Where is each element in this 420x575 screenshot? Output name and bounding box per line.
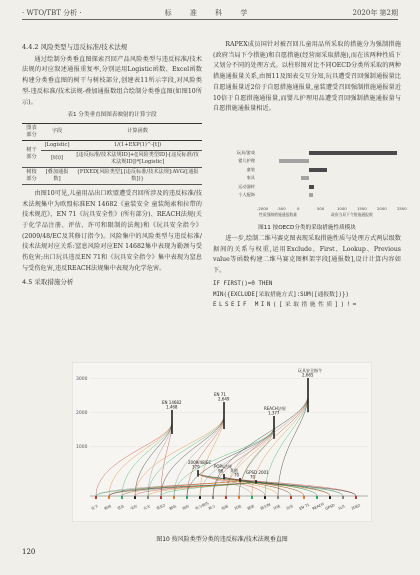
node-label: EN 71	[214, 392, 226, 397]
table-header: 计算函数	[73, 123, 202, 140]
category-label: 家具	[246, 175, 255, 181]
bottom-marker	[121, 496, 123, 499]
paragraph: RAPEX成员国针对被召回儿童用品所采取的措施分为强制措施(政府当局下令措施)和自愿措施(经营商采取措施),而在该两种性质下又划分不同的处理方式。以柱形图对比不同OECD分类所采取的两种措施通报量关系,由图11及图表交互分知,玩具遭受召回强制通报量比自愿通报量近2倍于自愿措施通报量,童装遭受召回强制措施通报量近10倍于自愿措施通报量,而婴儿护理用品遭受召回强制措施通报量与自愿措施通报量相近。	[213, 41, 401, 113]
table-caption: 表1 分类垂直图图表映射的计算字段	[67, 112, 157, 119]
figure-caption: 图10 按风险类型分类的违反标准/技术法规垂直图	[156, 536, 288, 543]
bottom-marker	[108, 496, 110, 499]
node-value: 70	[234, 472, 240, 478]
section-heading-45: 4.5 采取措施分析	[22, 277, 74, 286]
bottom-label: 健康	[246, 504, 255, 511]
node-label: 2009/48/EC	[188, 460, 212, 465]
bottom-marker	[186, 496, 188, 499]
legend-item: 政府当局下令措施通报数	[331, 212, 373, 217]
y-tick: 2000	[76, 411, 88, 416]
table-row	[22, 150, 202, 167]
bottom-marker	[251, 496, 253, 499]
code-line: ELSEIF MIN([采取措施性质])!=	[213, 302, 359, 309]
bottom-marker	[277, 496, 279, 499]
bottom-marker	[303, 496, 305, 499]
table-header: 图表部分	[22, 123, 41, 140]
category-label: 婴儿护理	[238, 158, 255, 164]
left-column	[22, 40, 202, 289]
table-cell: 树干部分	[22, 140, 41, 167]
paragraph: 由图10可见,儿童用品出口欧盟遭受召回所涉及的违反标准/技术法规集中为欧盟标准EN 14682《童装安全 童装绳索和拉带的技术规范》、EN 71《玩具安全性》(所有部分)、REACH法规(关于化学品注册、评估、许可和限制的法规)和《玩具安全指令》(2009/48/EC及其修订指令)。风险集中的风险类型与违反标准/技术法规对应关系:窒息风险对应EN 14682集中表现为勒颈与受伤危害;出口玩具违反EN 71和《玩具安全指令》集中表现为窒息与受伤危害,违反REACH法规集中表现为化学危害。	[22, 189, 202, 272]
bottom-marker	[290, 496, 292, 499]
node-value: 96	[218, 468, 224, 474]
bottom-label: REACH	[311, 502, 325, 511]
table-cell: 1/(1+EXP(1)^-[t])	[73, 140, 202, 150]
axis-tick: 2500	[397, 206, 407, 211]
bar	[309, 185, 314, 189]
axis-tick: 0	[297, 206, 300, 211]
bottom-marker	[173, 496, 175, 499]
bottom-marker	[147, 496, 149, 499]
bottom-label: 微生物	[259, 502, 272, 511]
oecd-bar-chart	[213, 148, 407, 218]
node-label: 其他	[230, 468, 238, 473]
node-label: EN 14682	[162, 400, 182, 405]
table-cell: [t(i)]	[41, 150, 73, 167]
bottom-label: 勒颈	[103, 504, 112, 511]
node-value: 1,468	[166, 404, 178, 410]
axis-tick: -500	[277, 206, 286, 211]
sankey-chart	[72, 362, 372, 522]
bottom-label: 玩具	[337, 504, 346, 511]
bar	[301, 176, 309, 180]
bottom-marker	[355, 496, 357, 499]
bottom-label: 环境	[272, 504, 281, 511]
table-cell: [Logistic]	[41, 140, 73, 150]
chart-frame	[72, 362, 372, 522]
right-column-lower	[213, 234, 401, 311]
page-number: 120	[22, 548, 36, 556]
page-header	[22, 6, 398, 20]
bottom-marker	[199, 496, 201, 499]
paragraph: 通过绘制分类垂直图探索召回产品风险类型与违反标准/技术法规的对应叙述通报重复率,分别运用Logistic函数、Excel函数构建分类垂直图的树干与树枝部分,创建表11所示字段,对风险类型-违反标准/技术法规-叠加通报数组合绘制分类垂直图(如图10所示)。	[22, 55, 202, 106]
table-row	[22, 140, 202, 150]
issue-number: 2020年 第2期	[352, 9, 398, 17]
bottom-marker	[225, 496, 227, 499]
table-row	[22, 167, 202, 184]
bar	[309, 168, 327, 172]
node-label: REACH法规	[264, 406, 286, 411]
bottom-marker	[134, 496, 136, 499]
node-value: 1,377	[268, 410, 280, 416]
bottom-label: GPSD	[324, 503, 336, 511]
bar	[279, 159, 309, 163]
category-label: 童装	[246, 166, 255, 172]
header-left: · WTO/TBT 分析 ·	[22, 9, 82, 17]
bottom-marker	[95, 496, 97, 499]
journal-title: 标 准 科 学	[164, 9, 256, 17]
category-label: 运动器材	[238, 183, 255, 189]
node-label: POPs法规	[214, 464, 232, 469]
code-line: MIN({EXCLUDE[采取措施方式]:SUM([通报数])})	[213, 291, 349, 298]
bottom-marker	[342, 496, 344, 499]
bottom-label: 视力	[207, 504, 216, 511]
bottom-label: 电磁	[220, 504, 229, 511]
bottom-marker	[329, 496, 331, 499]
table-cell: 树枝部分	[22, 167, 41, 184]
bottom-label: 窒息2	[155, 503, 167, 511]
node-value: 2,665	[302, 372, 314, 378]
y-tick: 3000	[76, 377, 88, 382]
bar	[309, 151, 397, 155]
node-value: 379	[192, 464, 200, 470]
paragraph: 进一步,绘制二维马赛克图表现采取措施性质与处理方式两层级数据间的关系与权重,运用Exclude、First、Lookup、Previous value等函数构建二维马赛克图框架字段[通报数],设计计算内容如下。	[213, 235, 401, 275]
axis-tick: 500	[317, 206, 325, 211]
figure-caption: 图11 按OECD分类的采取措施性质模块	[258, 225, 356, 231]
bar	[309, 193, 313, 197]
axis-tick: 1500	[357, 206, 367, 211]
y-tick: 1000	[76, 445, 88, 450]
legend-item: 性质强制措施通报数量	[259, 212, 297, 217]
axis-tick: -2000	[257, 206, 269, 211]
bottom-marker	[264, 496, 266, 499]
bottom-label: 伤害	[285, 504, 294, 511]
bottom-label: 其他	[233, 504, 242, 511]
axis-tick: 2000	[377, 206, 387, 211]
node-value: 2,649	[218, 396, 230, 402]
axis-tick: 1000	[337, 206, 347, 211]
table-cell: [违反标准/技术法规ID]+([风险类型ID]-[违反标准/技术法规ID])*[Logistic]	[73, 150, 202, 167]
table-cell: [叠加通报数]	[41, 167, 73, 184]
category-label: 玩具/游戏	[236, 150, 255, 155]
bottom-label: 其他2	[350, 503, 362, 511]
bottom-marker	[316, 496, 318, 499]
bottom-label: 听力损伤	[194, 501, 210, 511]
node-label: 玩具安全指令	[298, 368, 322, 373]
right-column	[213, 40, 401, 115]
node-value: 70	[250, 474, 256, 480]
fields-table	[22, 123, 202, 185]
bottom-label: 火灾	[142, 504, 151, 511]
bottom-label: 触电	[168, 504, 177, 511]
code-line: IF FIRST()=0 THEN	[213, 280, 273, 287]
bottom-label: EN 71	[298, 502, 311, 511]
bottom-marker	[238, 496, 240, 499]
bottom-label: 烧伤	[181, 504, 190, 511]
node-label: GPSD 2001	[246, 470, 269, 475]
bottom-label: 受伤	[129, 504, 138, 511]
bottom-marker	[212, 496, 214, 499]
bottom-marker	[160, 496, 162, 499]
table-header: 字段	[41, 123, 73, 140]
table-cell: {FIXED[风险类型],[违反标准/技术法规]:AVG([通报数])}	[73, 167, 202, 184]
header-rule	[22, 19, 398, 20]
category-label: 个人配饰	[238, 192, 255, 197]
section-heading-442: 4.4.2 风险类型与违反标准/技术法规	[22, 43, 128, 51]
bottom-label: 化学	[90, 504, 99, 511]
bottom-label: 窒息	[116, 504, 125, 511]
